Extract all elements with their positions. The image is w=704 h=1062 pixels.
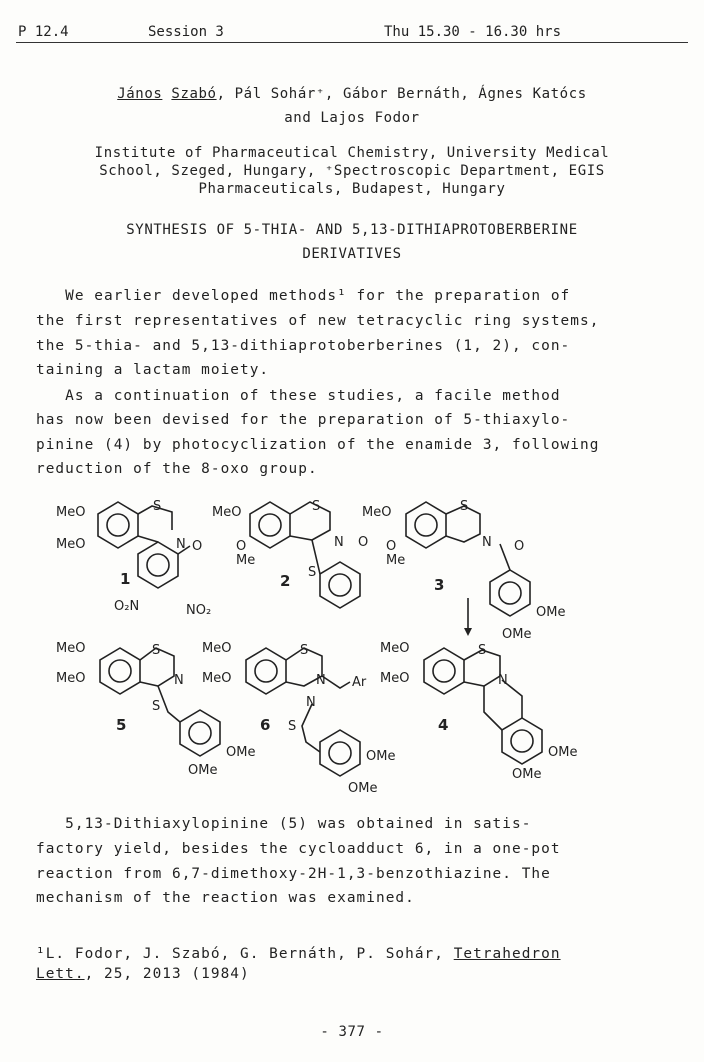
label-me: Me xyxy=(386,553,406,568)
footnote-citation: , 25, 2013 (1984) xyxy=(84,966,250,982)
label-s: S xyxy=(153,499,162,514)
label-s: S xyxy=(478,643,487,658)
time-slot: Thu 15.30 - 16.30 hrs xyxy=(384,24,562,40)
body-line: pinine (4) by photocyclization of the enamide 3, following xyxy=(36,437,600,453)
compound-5 xyxy=(56,641,255,778)
body-line: taining a lactam moiety. xyxy=(36,362,270,378)
label-ome: OMe xyxy=(188,763,218,778)
body-line: reaction from 6,7-dimethoxy-2H-1,3-benzothiazine. The xyxy=(36,866,551,882)
compound-6 xyxy=(202,641,395,796)
label-o: O xyxy=(358,535,369,550)
body-line: We earlier developed methods¹ for the preparation of xyxy=(36,288,571,304)
compound-label-2: 2 xyxy=(280,572,291,590)
affiliation-line-2: School, Szeged, Hungary, ⁺Spectroscopic Department, EGIS xyxy=(99,163,605,179)
label-n: N xyxy=(334,535,344,550)
compound-2 xyxy=(212,499,368,608)
footnote-journal-2: Lett. xyxy=(36,966,85,982)
body-line: mechanism of the reaction was examined. xyxy=(36,890,415,906)
structure-scheme xyxy=(40,490,600,800)
abstract-code: P 12.4 xyxy=(18,24,69,40)
label-meo: MeO xyxy=(380,671,410,686)
label-n: N xyxy=(306,695,316,710)
compound-4 xyxy=(380,641,577,782)
label-ome: OMe xyxy=(548,745,578,760)
label-o2n: O₂N xyxy=(114,599,140,614)
label-meo: MeO xyxy=(56,505,86,520)
footnote-line-2 xyxy=(36,966,250,982)
label-meo: MeO xyxy=(56,671,86,686)
label-n: N xyxy=(316,673,326,688)
label-meo: MeO xyxy=(212,505,242,520)
label-s: S xyxy=(152,699,161,714)
label-meo: MeO xyxy=(202,671,232,686)
label-s: S xyxy=(460,499,469,514)
label-meo: MeO xyxy=(56,641,86,656)
title-line-2: DERIVATIVES xyxy=(302,246,402,262)
label-ome: OMe xyxy=(348,781,378,796)
label-o: O xyxy=(514,539,525,554)
label-ome: OMe xyxy=(536,605,566,620)
label-s: S xyxy=(312,499,321,514)
header-rule xyxy=(16,42,688,43)
label-n: N xyxy=(174,673,184,688)
label-meo: MeO xyxy=(56,537,86,552)
session-label: Session 3 xyxy=(148,24,224,40)
body-line: As a continuation of these studies, a facile method xyxy=(36,388,561,404)
label-meo: MeO xyxy=(202,641,232,656)
label-o: O xyxy=(236,539,247,554)
compound-label-1: 1 xyxy=(120,570,131,588)
arrow-head xyxy=(464,628,472,636)
author-line xyxy=(0,86,704,102)
label-s: S xyxy=(288,719,297,734)
footnote-authors: ¹L. Fodor, J. Szabó, G. Bernáth, P. Sohár, xyxy=(36,946,454,962)
label-ar: Ar xyxy=(352,675,367,690)
label-n: N xyxy=(498,673,508,688)
title-line-1: SYNTHESIS OF 5-THIA- AND 5,13-DITHIAPROTOBERBERINE xyxy=(126,222,578,238)
label-s: S xyxy=(308,565,317,580)
label-ome: OMe xyxy=(502,627,532,642)
author-last: Szabó xyxy=(171,86,217,102)
coauthors: , Pál Sohár⁺, Gábor Bernáth, Ágnes Katócs xyxy=(216,86,587,102)
compound-label-4: 4 xyxy=(438,716,449,734)
label-o: O xyxy=(386,539,397,554)
footnote-line-1 xyxy=(36,946,561,962)
author-first: János xyxy=(117,86,163,102)
compound-label-3: 3 xyxy=(434,576,445,594)
label-n: N xyxy=(482,535,492,550)
author-line-2: and Lajos Fodor xyxy=(284,110,420,126)
label-s: S xyxy=(300,643,309,658)
body-line: factory yield, besides the cycloadduct 6, in a one-pot xyxy=(36,841,561,857)
body-line: reduction of the 8-oxo group. xyxy=(36,461,318,477)
label-meo: MeO xyxy=(362,505,392,520)
label-meo: MeO xyxy=(380,641,410,656)
page-number: - 377 - xyxy=(320,1024,384,1040)
body-line: the 5-thia- and 5,13-dithiaprotoberberines (1, 2), con- xyxy=(36,338,571,354)
label-ome: OMe xyxy=(512,767,542,782)
compound-label-6: 6 xyxy=(260,716,271,734)
label-ome: OMe xyxy=(366,749,396,764)
body-line: the first representatives of new tetracyclic ring systems, xyxy=(36,313,600,329)
label-n: N xyxy=(176,537,186,552)
compound-3 xyxy=(362,499,565,642)
label-ome: OMe xyxy=(226,745,256,760)
label-s: S xyxy=(152,643,161,658)
affiliation-line-3: Pharmaceuticals, Budapest, Hungary xyxy=(198,181,506,197)
body-line: has now been devised for the preparation of 5-thiaxylo- xyxy=(36,412,571,428)
compound-label-5: 5 xyxy=(116,716,127,734)
compound-1 xyxy=(56,499,211,618)
affiliation-line-1: Institute of Pharmaceutical Chemistry, University Medical xyxy=(94,145,610,161)
body-line: 5,13-Dithiaxylopinine (5) was obtained in satis- xyxy=(36,816,532,832)
label-me: Me xyxy=(236,553,256,568)
footnote-journal: Tetrahedron xyxy=(453,946,561,962)
label-o: O xyxy=(192,539,203,554)
label-no2: NO₂ xyxy=(186,603,212,618)
